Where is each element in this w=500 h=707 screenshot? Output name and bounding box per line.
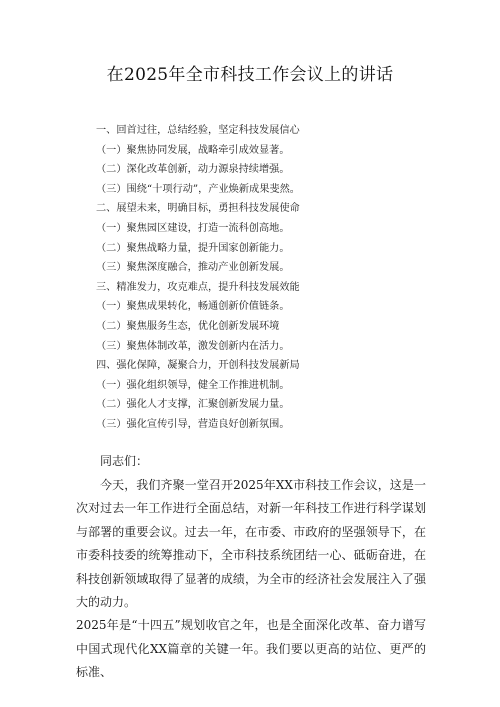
salutation: 同志们： [100, 454, 149, 468]
paragraph: 今天，我们齐聚一堂召开2025年XX市科技工作会议，这是一次对过去一年工作进行全面总结，对新一年科技工作进行科学谋划与部署的重要会议。过去一年，在市委、市政府的坚强领导下，在市委科技委的统筹推动下，全市科技系统团结一心、砥砺奋进，在科技创新领域取得了显著的成绩，为全市的经济社会发展注入了强大的动力。 [76, 478, 426, 610]
outline-item: （一）强化组织领导，健全工作推进机制。 [96, 379, 290, 391]
outline-item: （二）聚焦服务生态，优化创新发展环境 [96, 320, 280, 332]
outline-item: 一、回首过往，总结经验，坚定科技发展信心 [96, 125, 300, 136]
outline-item: 二、展望未来，明确目标，勇担科技发展使命 [96, 203, 300, 215]
outline-item: （一）聚焦成果转化，畅通创新价值链条。 [96, 301, 290, 313]
outline-item: （二）深化改革创新，动力源泉持续增强。 [96, 164, 290, 176]
paragraph: 2025年是“十四五”规划收官之年，也是全面深化改革、奋力谱写中国式现代化XX篇章的关键一年。我们要以更高的站位、更严的标准、 [76, 618, 426, 680]
document-title: 在2025年全市科技工作会议上的讲话 [106, 65, 394, 85]
speech-body [76, 451, 426, 685]
outline-item: （二）强化人才支撑，汇聚创新发展力量。 [96, 399, 290, 411]
outline-item: （三）强化宣传引导，营造良好创新氛围。 [96, 418, 290, 430]
outline-item: （一）聚焦协同发展，战略牵引成效显著。 [96, 144, 290, 156]
outline-item: （三）围绕“十项行动”，产业焕新成果斐然。 [96, 183, 300, 195]
outline-list [96, 121, 436, 435]
outline-item: 四、强化保障，凝聚合力，开创科技发展新局 [96, 360, 300, 372]
outline-item: 三、精准发力，攻克难点，提升科技发展效能 [96, 281, 300, 293]
outline-item: （一）聚焦园区建设，打造一流科创高地。 [96, 222, 290, 234]
outline-item: （三）聚焦体制改革，激发创新内在活力。 [96, 340, 290, 352]
outline-item: （三）聚焦深度融合，推动产业创新发展。 [96, 262, 290, 274]
outline-item: （二）聚焦战略力量，提升国家创新能力。 [96, 242, 290, 254]
